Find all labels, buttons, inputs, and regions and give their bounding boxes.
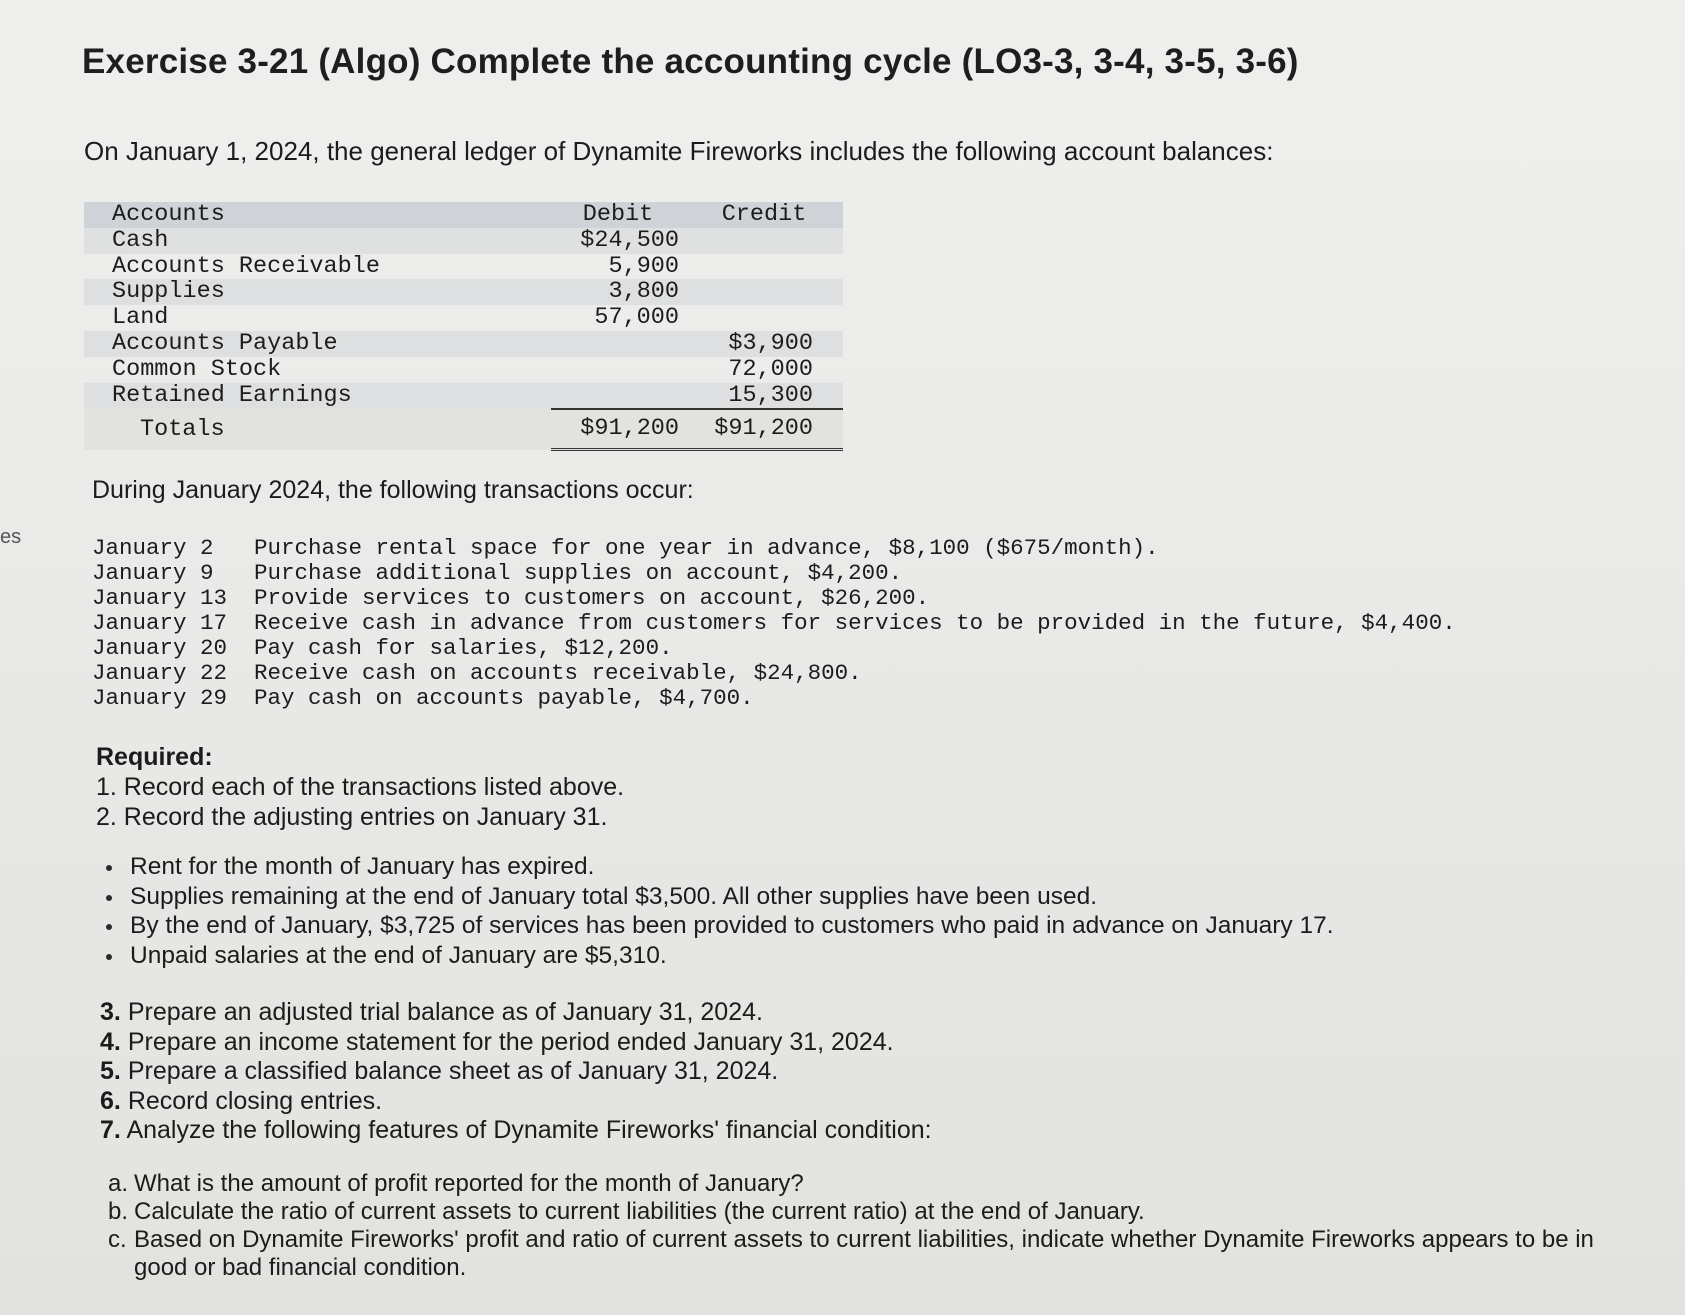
step-text: Prepare an adjusted trial balance as of January 31, 2024.	[127, 998, 763, 1026]
adjustments-list	[104, 852, 1334, 970]
table-row	[84, 279, 843, 305]
debit-value: 57,000	[594, 304, 679, 332]
header-credit: Credit	[685, 202, 843, 228]
transaction-row	[92, 611, 1456, 636]
adjustment-item: By the end of January, $3,725 of services has been provided to customers who paid in advance on January 17.	[104, 911, 1334, 941]
header-debit: Debit	[551, 202, 685, 228]
transaction-date: January 17	[92, 610, 228, 636]
step-item	[100, 1057, 932, 1087]
question-label: b.	[108, 1198, 129, 1225]
step-item	[100, 1028, 932, 1058]
question-item	[108, 1170, 1628, 1198]
header-accounts: Accounts	[84, 202, 551, 228]
table-row	[84, 254, 843, 280]
adjustment-item: Rent for the month of January has expired.	[104, 852, 1334, 882]
step-item	[100, 998, 932, 1028]
account-balances-table	[84, 202, 843, 451]
transaction-text: Pay cash on accounts payable, $4,700.	[254, 685, 754, 711]
transaction-row	[92, 636, 1456, 661]
totals-debit: $91,200	[551, 409, 685, 450]
transaction-date: January 13	[92, 585, 228, 611]
transaction-text: Purchase rental space for one year in advance, $8,100 ($675/month).	[254, 535, 1159, 561]
question-item	[108, 1198, 1628, 1226]
table-row	[84, 383, 843, 410]
account-name: Land	[112, 304, 169, 332]
step-item	[100, 1087, 932, 1117]
required-heading: Required:	[96, 743, 213, 771]
debit-value: 5,900	[608, 252, 679, 280]
table-row	[84, 228, 843, 254]
required-item: 1. Record each of the transactions listed above.	[96, 773, 625, 801]
table-row	[84, 305, 843, 331]
exercise-title: Exercise 3-21 (Algo) Complete the accounting cycle (LO3-3, 3-4, 3-5, 3-6)	[82, 42, 1299, 81]
transaction-text: Purchase additional supplies on account, $4,200.	[254, 560, 903, 586]
analysis-questions	[108, 1170, 1628, 1282]
transaction-date: January 29	[92, 685, 228, 711]
transaction-row	[92, 586, 1456, 611]
step-number: 6.	[100, 1086, 121, 1115]
credit-value: 72,000	[728, 355, 813, 383]
cropped-edge-text: es	[0, 526, 22, 548]
transaction-text: Pay cash for salaries, $12,200.	[254, 635, 673, 661]
account-name: Common Stock	[112, 355, 282, 383]
step-number: 4.	[100, 1027, 121, 1056]
debit-value	[551, 331, 685, 357]
question-item	[108, 1226, 1628, 1282]
step-number: 7.	[100, 1116, 121, 1144]
question-text: Based on Dynamite Fireworks' profit and ratio of current assets to current liabilities, indicate whether Dynamite Fireworks appears to be in good or bad financial condition.	[134, 1226, 1594, 1281]
transaction-date: January 9	[92, 560, 214, 586]
required-item: 2. Record the adjusting entries on January 31.	[96, 803, 608, 831]
account-name: Accounts Receivable	[112, 252, 380, 280]
question-label: a.	[108, 1170, 129, 1197]
step-text: Record closing entries.	[127, 1086, 383, 1115]
intro-text: On January 1, 2024, the general ledger of Dynamite Fireworks includes the following account balances:	[84, 136, 1274, 166]
transaction-row	[92, 661, 1456, 686]
account-name: Supplies	[84, 279, 551, 305]
totals-credit: $91,200	[685, 409, 843, 450]
debit-value	[551, 383, 685, 410]
credit-value	[685, 279, 843, 305]
table-row	[84, 357, 843, 383]
transaction-text: Receive cash in advance from customers for services to be provided in the future, $4,400.	[254, 610, 1456, 636]
debit-value	[551, 357, 685, 383]
totals-label: Totals	[84, 409, 551, 450]
debit-value: 3,800	[551, 279, 685, 305]
question-label: c.	[108, 1226, 127, 1253]
adjustment-item: Supplies remaining at the end of January total $3,500. All other supplies have been used.	[104, 882, 1334, 912]
step-number: 3.	[100, 998, 121, 1026]
debit-value: $24,500	[551, 228, 685, 254]
credit-value: $3,900	[685, 331, 843, 357]
required-steps	[100, 998, 932, 1146]
transactions-intro: During January 2024, the following transactions occur:	[92, 476, 694, 504]
account-name: Retained Earnings	[84, 383, 551, 410]
transaction-row	[92, 686, 1456, 711]
account-name: Accounts Payable	[84, 331, 551, 357]
credit-value	[685, 228, 843, 254]
step-text: Prepare an income statement for the period ended January 31, 2024.	[127, 1027, 894, 1056]
table-row	[84, 331, 843, 357]
totals-row	[84, 409, 843, 450]
transaction-date: January 22	[92, 660, 228, 686]
transaction-text: Provide services to customers on account, $26,200.	[254, 585, 930, 611]
transactions-list	[92, 536, 1456, 711]
table-header-row	[84, 202, 843, 228]
required-section	[96, 742, 624, 832]
step-item	[100, 1116, 932, 1146]
account-name: Cash	[84, 228, 551, 254]
step-text: Prepare a classified balance sheet as of January 31, 2024.	[127, 1057, 779, 1085]
step-number: 5.	[100, 1057, 121, 1085]
transaction-date: January 20	[92, 635, 228, 661]
adjustment-item: Unpaid salaries at the end of January are $5,310.	[104, 941, 1334, 971]
credit-value	[685, 254, 843, 280]
credit-value: 15,300	[685, 383, 843, 410]
transaction-row	[92, 561, 1456, 586]
step-text: Analyze the following features of Dynamite Fireworks' financial condition:	[126, 1116, 932, 1144]
question-text: Calculate the ratio of current assets to current liabilities (the current ratio) at the end of January.	[134, 1198, 1145, 1225]
transaction-row	[92, 536, 1456, 561]
transaction-text: Receive cash on accounts receivable, $24,800.	[254, 660, 862, 686]
credit-value	[685, 305, 843, 331]
question-text: What is the amount of profit reported for the month of January?	[134, 1170, 804, 1197]
transaction-date: January 2	[92, 535, 214, 561]
